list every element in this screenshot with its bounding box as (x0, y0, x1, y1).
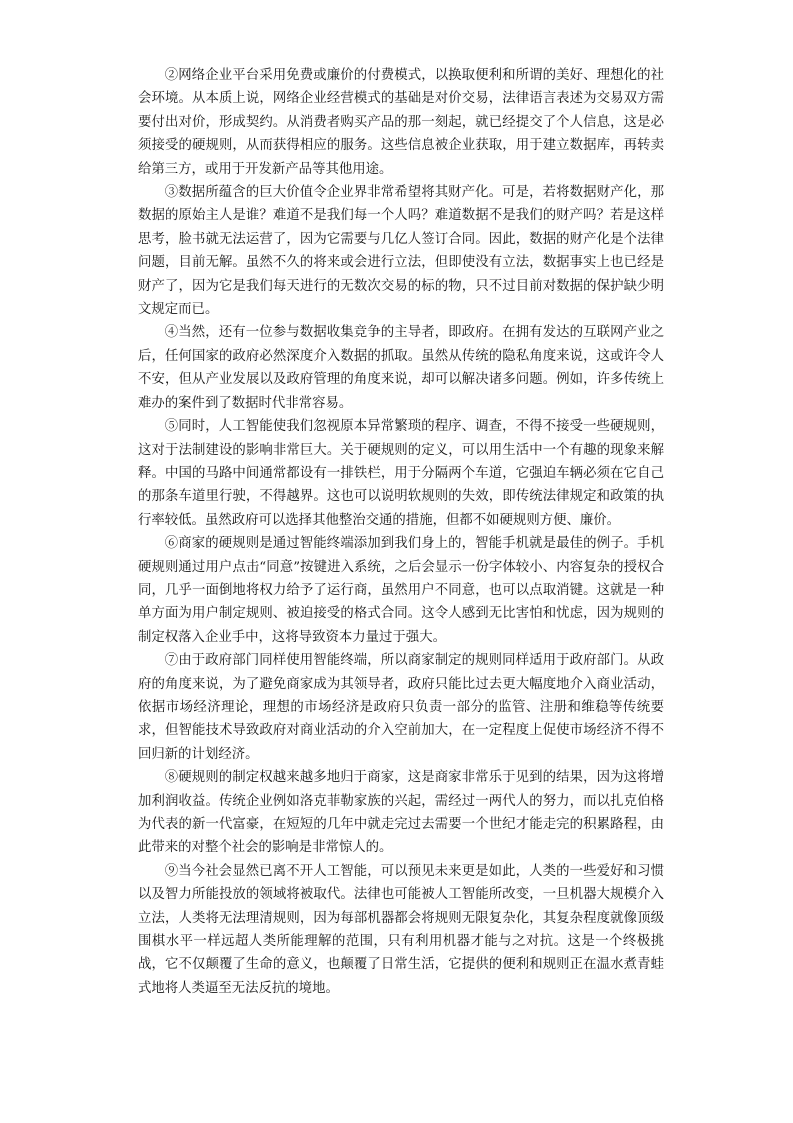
paragraph-7: ⑦由于政府部门同样使用智能终端，所以商家制定的规则同样适用于政府部门。从政府的角度来说，为了避免商家成为其领导者，政府只能比过去更大幅度地介入商业活动，依据市场经济理论，理想的市场经济是政府只负责一部分的监管、注册和维稳等传统要求，但智能技术导致政府对商业活动的介入空前加大，在一定程度上促使市场经济不得不回归新的计划经济。 (138, 653, 664, 762)
paragraph-6: ⑥商家的硬规则是通过智能终端添加到我们身上的，智能手机就是最佳的例子。手机硬规则通过用户点击“同意”按键进入系统，之后会显示一份字体较小、内容复杂的授权合同，几乎一面倒地将权力给予了运行商，虽然用户不同意，也可以点取消键。这就是一种单方面为用户制定规则、被迫接受的格式合同。这令人感到无比害怕和忧虑，因为规则的制定权落入企业手中，这将导致资本力量过于强大。 (138, 536, 664, 645)
paragraph-3: ③数据所蕴含的巨大价值令企业界非常希望将其财产化。可是，若将数据财产化，那数据的原始主人是谁？难道不是我们每一个人吗？难道数据不是我们的财产吗？若是这样思考，脸书就无法运营了，因为它需要与几亿人签订合同。因此，数据的财产化是个法律问题，目前无解。虽然不久的将来或会进行立法，但即使没有立法，数据事实上也已经是财产了，因为它是我们每天进行的无数次交易的标的物，只不过目前对数据的保护缺少明文规定而已。 (138, 185, 664, 318)
paragraph-2: ②网络企业平台采用免费或廉价的付费模式，以换取便利和所谓的美好、理想化的社会环境。从本质上说，网络企业经营模式的基础是对价交易，法律语言表述为交易双方需要付出对价，形成契约。从消费者购买产品的那一刻起，就已经提交了个人信息，这是必须接受的硬规则，从而获得相应的服务。这些信息被企业获取，用于建立数据库，再转卖给第三方，或用于开发新产品等其他用途。 (138, 68, 664, 177)
paragraph-4: ④当然，还有一位参与数据收集竞争的主导者，即政府。在拥有发达的互联网产业之后，任何国家的政府必然深度介入数据的抓取。虽然从传统的隐私角度来说，这或许令人不安，但从产业发展以及政府管理的角度来说，却可以解决诸多问题。例如，许多传统上难办的案件到了数据时代非常容易。 (138, 325, 664, 411)
paragraph-9: ⑨当今社会显然已离不开人工智能，可以预见未来更是如此，人类的一些爱好和习惯以及智力所能投放的领域将被取代。法律也可能被人工智能所改变，一旦机器大规模介入立法，人类将无法理清规则，因为每部机器都会将规则无限复杂化，其复杂程度就像顶级围棋水平一样远超人类所能理解的范围，只有利用机器才能与之对抗。这是一个终极挑战，它不仅颠覆了生命的意义，也颠覆了日常生活，它提供的便利和规则正在温水煮青蛙式地将人类逼至无法反抗的境地。 (138, 863, 664, 996)
article-body (138, 64, 664, 1000)
paragraph-5: ⑤同时，人工智能使我们忽视原本异常繁琐的程序、调查，不得不接受一些硬规则，这对于法制建设的影响非常巨大。关于硬规则的定义，可以用生活中一个有趣的现象来解释。中国的马路中间通常都设有一排铁栏，用于分隔两个车道，它强迫车辆必须在它自己的那条车道里行驶，不得越界。这也可以说明软规则的失效，即传统法律规定和政策的执行率较低。虽然政府可以选择其他整治交通的措施，但都不如硬规则方便、廉价。 (138, 419, 664, 528)
paragraph-8: ⑧硬规则的制定权越来越多地归于商家，这是商家非常乐于见到的结果，因为这将增加利润收益。传统企业例如洛克菲勒家族的兴起，需经过一两代人的努力，而以扎克伯格为代表的新一代富豪，在短短的几年中就走完过去需要一个世纪才能走完的积累路程，由此带来的对整个社会的影响是非常惊人的。 (138, 770, 664, 856)
